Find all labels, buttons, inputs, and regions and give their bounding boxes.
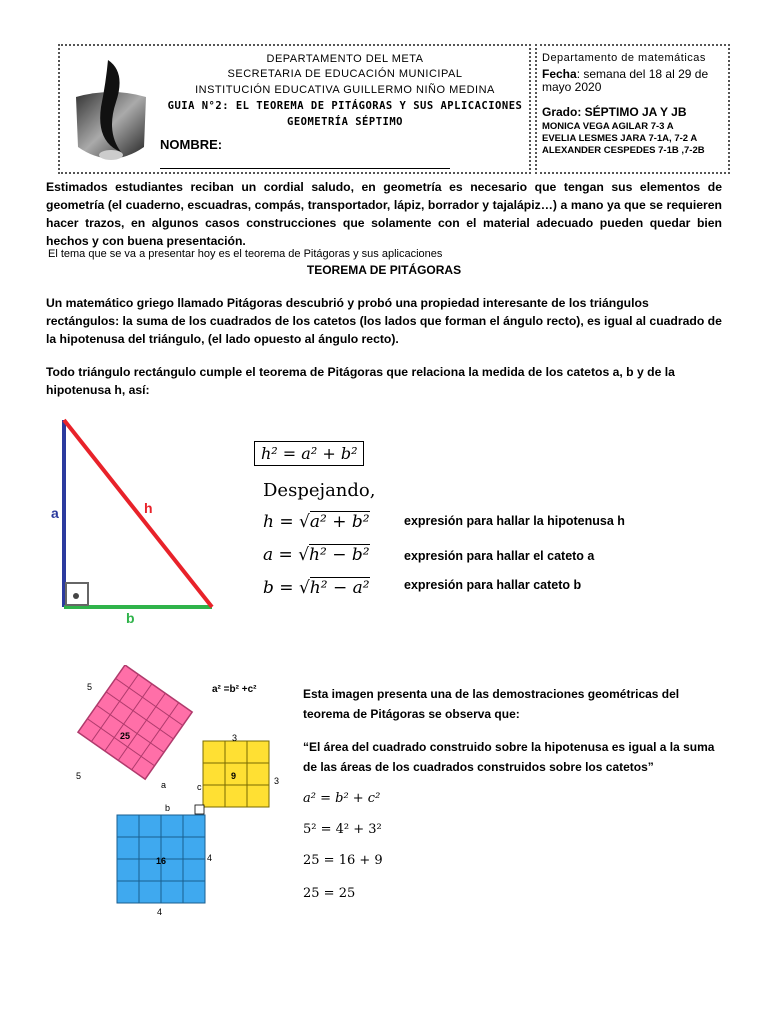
formula-h: h = √a² + b² xyxy=(263,512,370,532)
hypotenuse xyxy=(64,420,212,607)
despejando-label: Despejando, xyxy=(263,480,376,501)
big-side-top: 5 xyxy=(87,682,93,692)
mid-side-right: 4 xyxy=(207,853,213,863)
formula-a: a = √h² − b² xyxy=(263,545,370,565)
teacher-3: ALEXANDER CESPEDES 7-1B ,7-2B xyxy=(542,145,705,156)
fecha-label: Fecha xyxy=(542,67,577,81)
teacher-1: MONICA VEGA AGILAR 7-3 A xyxy=(542,121,674,132)
grade-label: Grado: SÉPTIMO JA Y JB xyxy=(542,105,687,119)
theorem-statement: Todo triángulo rectángulo cumple el teorema de Pitágoras que relaciona la medida de los catetos a, b y de la hipotenusa h, así: xyxy=(46,365,675,397)
date-text xyxy=(542,68,728,94)
label-b: b xyxy=(126,610,135,626)
topic-line: El tema que se va a presentar hoy es el teorema de Pitágoras y sus aplicaciones xyxy=(48,248,443,260)
label-fig-b: b xyxy=(165,803,171,813)
formula-b: b = √h² − a² xyxy=(263,578,370,598)
header-line3: INSTITUCIÓN EDUCATIVA GUILLERMO NIÑO MEDINA xyxy=(195,84,495,96)
label-fig-c: c xyxy=(197,782,202,792)
big-side-left: 5 xyxy=(76,771,82,781)
squares-figure xyxy=(40,665,300,925)
intro-paragraph: Estimados estudiantes reciban un cordial saludo, en geometría es necesario que tengan sus elementos de geometría (el cuaderno, escuadras, compás, transportador, lápiz, borrador y tajalápiz…) a mano ya que se requieren hacer trazos, en algunos casos construcciones que solamente con el material adecuado pueden quedar bien hechos y con buena presentación. xyxy=(46,180,722,248)
figure-equation: a² =b² +c² xyxy=(212,684,257,695)
demo-quote: “El área del cuadrado construido sobre la hipotenusa es igual a la suma de las áreas de los cuadrados construidos sobre los catetos” xyxy=(303,740,715,774)
formula-box: h² = a² + b² xyxy=(254,441,364,466)
formula-h-desc: expresión para hallar la hipotenusa h xyxy=(404,514,625,528)
pythagoras-paragraph: Un matemático griego llamado Pitágoras descubrió y probó una propiedad interesante de los triángulos rectángulos: la suma de los cuadrados de los catetos (los lados que forman el ángulo recto), es igual al cuadrado de la hipotenusa del triángulo, (el lado opuesto al ángulo recto). xyxy=(46,296,722,346)
formula-a-desc: expresión para hallar el cateto a xyxy=(404,549,595,563)
dept-label: Departamento de matemáticas xyxy=(542,52,706,64)
section-title: TEOREMA DE PITÁGORAS xyxy=(306,263,462,277)
small-area: 9 xyxy=(231,771,237,781)
nombre-label: NOMBRE: xyxy=(160,137,223,152)
demo-eq2: 5² = 4² + 3² xyxy=(303,822,382,837)
demo-eq1: a² = b² + c² xyxy=(303,791,381,806)
label-fig-a: a xyxy=(161,780,167,790)
demo-eq4: 25 = 25 xyxy=(303,886,356,901)
mid-side-bottom: 4 xyxy=(157,907,163,917)
mid-area: 16 xyxy=(156,856,167,866)
fecha-value: : semana del 18 al 29 de mayo 2020 xyxy=(542,67,709,94)
header-line1: DEPARTAMENTO DEL META xyxy=(266,53,424,65)
demo-intro: Esta imagen presenta una de las demostraciones geométricas del teorema de Pitágoras se observa que: xyxy=(303,687,680,721)
big-area: 25 xyxy=(120,731,131,741)
label-h: h xyxy=(144,500,153,516)
formula-b-desc: expresión para hallar cateto b xyxy=(404,578,582,592)
school-logo xyxy=(66,52,156,170)
nombre-line xyxy=(160,168,450,169)
small-side-top: 3 xyxy=(232,733,238,743)
header-line2: SECRETARIA DE EDUCACIÓN MUNICIPAL xyxy=(227,68,463,80)
guide-subtitle: GEOMETRÍA SÉPTIMO xyxy=(287,116,403,128)
small-side-right: 3 xyxy=(274,776,280,786)
demo-eq3: 25 = 16 + 9 xyxy=(303,853,383,868)
guide-title: GUIA N°2: EL TEOREMA DE PITÁGORAS Y SUS APLICACIONES xyxy=(167,100,523,112)
right-triangle xyxy=(40,415,240,635)
square-hypotenuse xyxy=(78,665,192,779)
label-a: a xyxy=(51,505,59,521)
teacher-2: EVELIA LESMES JARA 7-1A, 7-2 A xyxy=(542,133,698,144)
